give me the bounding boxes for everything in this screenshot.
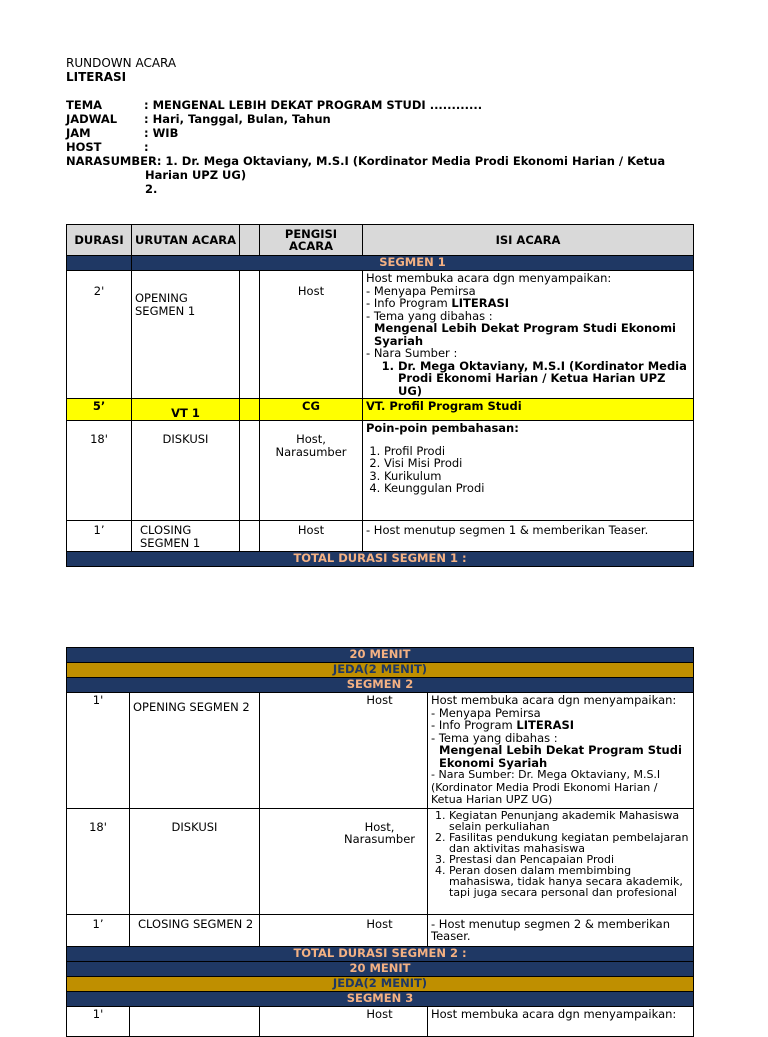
table-row-opening-2 — [67, 693, 694, 809]
jeda-band: JEDA(2 MENIT) — [67, 663, 694, 678]
col-urutan: URUTAN ACARA — [132, 225, 240, 256]
info-item: - Info Program LITERASI — [431, 719, 690, 732]
durasi-cell: 1' — [67, 693, 130, 809]
col-durasi: DURASI — [67, 225, 132, 256]
program-name: LITERASI — [66, 70, 127, 84]
urutan-cell: DISKUSI — [132, 421, 240, 521]
col-pengisi: PENGISI ACARA — [260, 225, 363, 256]
pengisi-cell: Host, Narasumber — [260, 421, 363, 521]
doc-title: RUNDOWN ACARA — [66, 56, 177, 70]
info-item: - Info Program LITERASI — [366, 297, 690, 310]
durasi-cell: 18' — [67, 421, 132, 521]
pengisi-cell: CG — [260, 399, 363, 421]
nara-item: - Nara Sumber: Dr. Mega Oktaviany, M.S.I (Kordinator Media Prodi Ekonomi Harian / Ketua Harian UPZ UG) — [431, 769, 690, 807]
col-isi: ISI ACARA — [363, 225, 694, 256]
table-row-vt — [67, 399, 694, 421]
durasi-cell: 5’ — [67, 399, 132, 421]
opening-intro: Host membuka acara dgn menyampaikan: — [431, 693, 677, 707]
isi-cell: - Host menutup segmen 2 & memberikan Teaser. — [428, 914, 694, 946]
jeda-band-2: JEDA(2 MENIT) — [67, 976, 694, 991]
durasi-cell: 1’ — [67, 521, 132, 552]
segmen-2-title: SEGMEN 2 — [67, 678, 694, 693]
urutan-cell: CLOSING SEGMEN 2 — [130, 914, 260, 946]
tema-value: : MENGENAL LEBIH DEKAT PROGRAM STUDI ............ — [144, 98, 483, 112]
tema-item: - Tema yang dibahas : — [366, 310, 690, 323]
durasi-cell: 2' — [67, 271, 132, 399]
host-label: HOST — [66, 140, 102, 154]
list-item: 4. Peran dosen dalam membimbing mahasiswa, tidak hanya secara akademik, tapi juga secara personal dan profesional — [449, 865, 690, 898]
urutan-cell: DISKUSI — [130, 808, 260, 914]
durasi-cell: 1' — [67, 1006, 130, 1036]
segment-band — [67, 256, 694, 271]
host-value: : — [144, 140, 149, 154]
pengisi-cell: Host — [260, 521, 363, 552]
urutan-cell: OPENING SEGMEN 2 — [130, 693, 260, 809]
list-item: 4. Keunggulan Prodi — [384, 482, 690, 495]
jadwal-value: : Hari, Tanggal, Bulan, Tahun — [144, 112, 331, 126]
rundown-table-2 — [66, 647, 694, 1037]
list-item: 3. Kurikulum — [384, 470, 690, 483]
durasi-band-2: 20 MENIT — [67, 961, 694, 976]
urutan-cell: VT 1 — [132, 399, 240, 421]
pengisi-cell: Host — [260, 271, 363, 399]
table-row-opening-3 — [67, 1006, 694, 1036]
list-item: 2. Fasilitas pendukung kegiatan pembelajaran dan aktivitas mahasiswa — [449, 832, 690, 854]
menyapa-item: - Menyapa Pemirsa — [366, 285, 690, 298]
urutan-cell: CLOSING SEGMEN 1 — [132, 521, 240, 552]
col-blank — [240, 225, 260, 256]
jam-label: JAM — [66, 126, 91, 140]
tema-bold: Mengenal Lebih Dekat Program Studi Ekonomi Syariah — [439, 743, 682, 770]
list-item: 3. Prestasi dan Pencapaian Prodi — [449, 854, 690, 865]
narasumber-2: 2. — [145, 182, 158, 196]
narasumber-cont: Harian UPZ UG) — [145, 168, 247, 182]
isi-cell — [428, 693, 694, 809]
durasi-cell: 1’ — [67, 914, 130, 946]
tema-label: TEMA — [66, 98, 103, 112]
total-band — [67, 552, 694, 567]
list-item: 1. Profil Prodi — [384, 445, 690, 458]
menyapa-item: - Menyapa Pemirsa — [431, 707, 690, 720]
segmen-1-total: TOTAL DURASI SEGMEN 1 : — [67, 552, 694, 567]
narasumber-line: NARASUMBER: 1. Dr. Mega Oktaviany, M.S.I (Kordinator Media Prodi Ekonomi Harian / Ketua — [66, 154, 666, 168]
opening-intro: Host membuka acara dgn menyampaikan: — [366, 271, 612, 285]
pengisi-cell: Host — [260, 693, 428, 809]
urutan-cell: OPENING SEGMEN 1 — [132, 271, 240, 399]
nara-item: - Nara Sumber : — [366, 347, 690, 360]
nara-source: 1. Dr. Mega Oktaviany, M.S.I (Kordinator Media Prodi Ekonomi Harian / Ketua Harian UPZ UG) — [398, 360, 690, 398]
segmen-1-title: SEGMEN 1 — [132, 256, 694, 271]
table-row-diskusi-2 — [67, 808, 694, 914]
segmen-3-title: SEGMEN 3 — [67, 991, 694, 1006]
jam-value: : WIB — [144, 126, 179, 140]
rundown-table-1 — [66, 224, 694, 567]
durasi-cell: 18' — [67, 808, 130, 914]
pengisi-cell: Host, Narasumber — [260, 808, 428, 914]
pengisi-cell: Host — [260, 914, 428, 946]
tema-item: - Tema yang dibahas : — [431, 732, 690, 745]
isi-cell — [363, 271, 694, 399]
list-item: 2. Visi Misi Prodi — [384, 457, 690, 470]
jadwal-label: JADWAL — [66, 112, 118, 126]
isi-cell — [363, 421, 694, 521]
durasi-band: 20 MENIT — [67, 648, 694, 663]
isi-cell: VT. Profil Program Studi — [363, 399, 694, 421]
isi-cell: Host membuka acara dgn menyampaikan: — [428, 1006, 694, 1036]
table-row-closing-2 — [67, 914, 694, 946]
table-header-row — [67, 225, 694, 256]
table-row-diskusi-1 — [67, 421, 694, 521]
list-item: 1. Kegiatan Penunjang akademik Mahasiswa selain perkuliahan — [449, 810, 690, 832]
event-meta — [66, 98, 665, 196]
document-header — [66, 56, 176, 84]
table-row-closing-1 — [67, 521, 694, 552]
tema-bold: Mengenal Lebih Dekat Program Studi Ekonomi Syariah — [374, 321, 677, 348]
diskusi-heading: Poin-poin pembahasan: — [366, 421, 519, 435]
table-row-opening-1 — [67, 271, 694, 399]
isi-cell — [428, 808, 694, 914]
isi-cell: - Host menutup segmen 1 & memberikan Teaser. — [363, 521, 694, 552]
pengisi-cell: Host — [260, 1006, 428, 1036]
segmen-2-total: TOTAL DURASI SEGMEN 2 : — [67, 946, 694, 961]
